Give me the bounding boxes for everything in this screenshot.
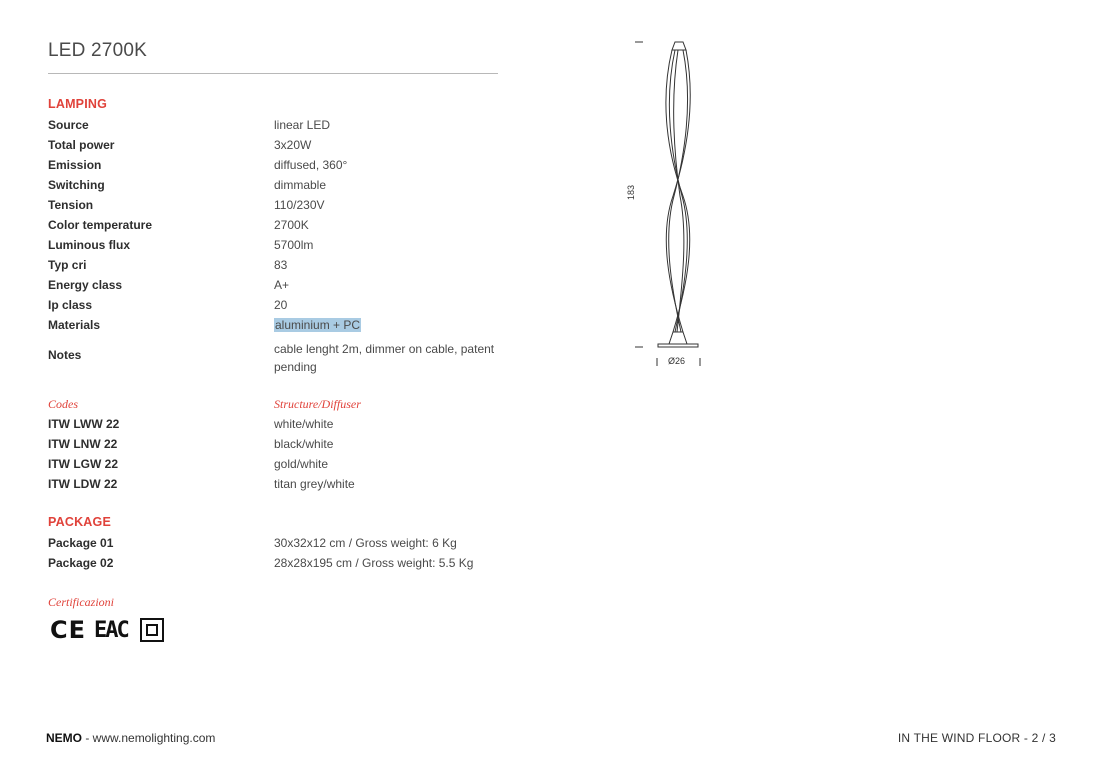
spec-key: Luminous flux — [48, 238, 130, 252]
footer-website-link[interactable]: www.nemolighting.com — [92, 731, 216, 745]
spec-row — [0, 258, 560, 278]
spec-row-notes — [0, 340, 560, 380]
spec-value-selected[interactable]: aluminium + PC — [275, 318, 361, 332]
code-row — [0, 477, 560, 497]
footer-page-info: IN THE WIND FLOOR - 2 / 3 — [897, 731, 1056, 745]
spec-value: 2700K — [274, 218, 309, 232]
code-value: gold/white — [274, 457, 329, 471]
spec-value: 20 — [274, 298, 288, 312]
spec-key: Materials — [48, 318, 101, 332]
spec-row — [0, 218, 560, 238]
ce-mark-icon: CE — [50, 616, 87, 644]
spec-key: Notes — [48, 348, 82, 362]
spec-row — [0, 318, 560, 338]
spec-row — [0, 238, 560, 258]
height-dimension-label: 183 — [626, 184, 636, 200]
class-ii-double-insulation-icon — [140, 618, 164, 642]
certifications-heading: Certificazioni — [48, 595, 114, 609]
code-row — [0, 417, 560, 437]
spec-key: Switching — [48, 178, 105, 192]
spec-key: Emission — [48, 158, 102, 172]
spec-value: linear LED — [274, 118, 331, 132]
code-key: ITW LGW 22 — [48, 457, 118, 471]
code-key: ITW LWW 22 — [48, 417, 120, 431]
footer-brand: NEMO — [46, 731, 82, 745]
spec-row — [0, 118, 560, 138]
title-divider — [48, 73, 498, 74]
spec-row — [0, 198, 560, 218]
spec-row — [0, 298, 560, 318]
spec-value: 110/230V — [274, 198, 325, 212]
lamp-technical-drawing — [625, 36, 715, 372]
spec-key: Color temperature — [48, 218, 153, 232]
code-value: titan grey/white — [274, 477, 355, 491]
spec-value: diffused, 360° — [274, 158, 348, 172]
code-row — [0, 437, 560, 457]
package-key: Package 01 — [48, 536, 114, 550]
eac-mark-icon: EAC — [94, 617, 128, 643]
footer-brand-line — [46, 731, 215, 745]
package-value: 28x28x195 cm / Gross weight: 5.5 Kg — [274, 556, 474, 570]
spec-row — [0, 178, 560, 198]
code-key: ITW LNW 22 — [48, 437, 118, 451]
code-value: white/white — [274, 417, 334, 431]
spec-value: dimmable — [274, 178, 327, 192]
spec-key: Source — [48, 118, 89, 132]
spec-value: 5700lm — [274, 238, 314, 252]
package-heading: PACKAGE — [48, 515, 111, 529]
spec-key: Energy class — [48, 278, 123, 292]
footer-separator: - — [82, 731, 93, 745]
spec-row — [0, 158, 560, 178]
spec-value: 3x20W — [274, 138, 312, 152]
codes-heading: Codes — [48, 397, 78, 411]
spec-key: Tension — [48, 198, 94, 212]
spec-row — [0, 138, 560, 158]
code-row — [0, 457, 560, 477]
spec-key: Ip class — [48, 298, 93, 312]
spec-key: Total power — [48, 138, 115, 152]
package-value: 30x32x12 cm / Gross weight: 6 Kg — [274, 536, 457, 550]
code-value: black/white — [274, 437, 334, 451]
spec-row — [0, 278, 560, 298]
code-key: ITW LDW 22 — [48, 477, 118, 491]
spec-value: 83 — [274, 258, 288, 272]
spec-value: A+ — [274, 278, 290, 292]
lamping-heading: LAMPING — [48, 97, 108, 111]
page-title: LED 2700K — [48, 40, 147, 61]
diameter-dimension-label: Ø26 — [668, 356, 686, 366]
package-key: Package 02 — [48, 556, 114, 570]
structure-diffuser-heading: Structure/Diffuser — [274, 397, 361, 411]
package-row — [0, 536, 560, 556]
package-row — [0, 556, 560, 576]
spec-value: cable lenght 2m, dimmer on cable, patent pending — [274, 342, 495, 374]
certification-marks — [50, 616, 164, 644]
spec-key: Typ cri — [48, 258, 87, 272]
